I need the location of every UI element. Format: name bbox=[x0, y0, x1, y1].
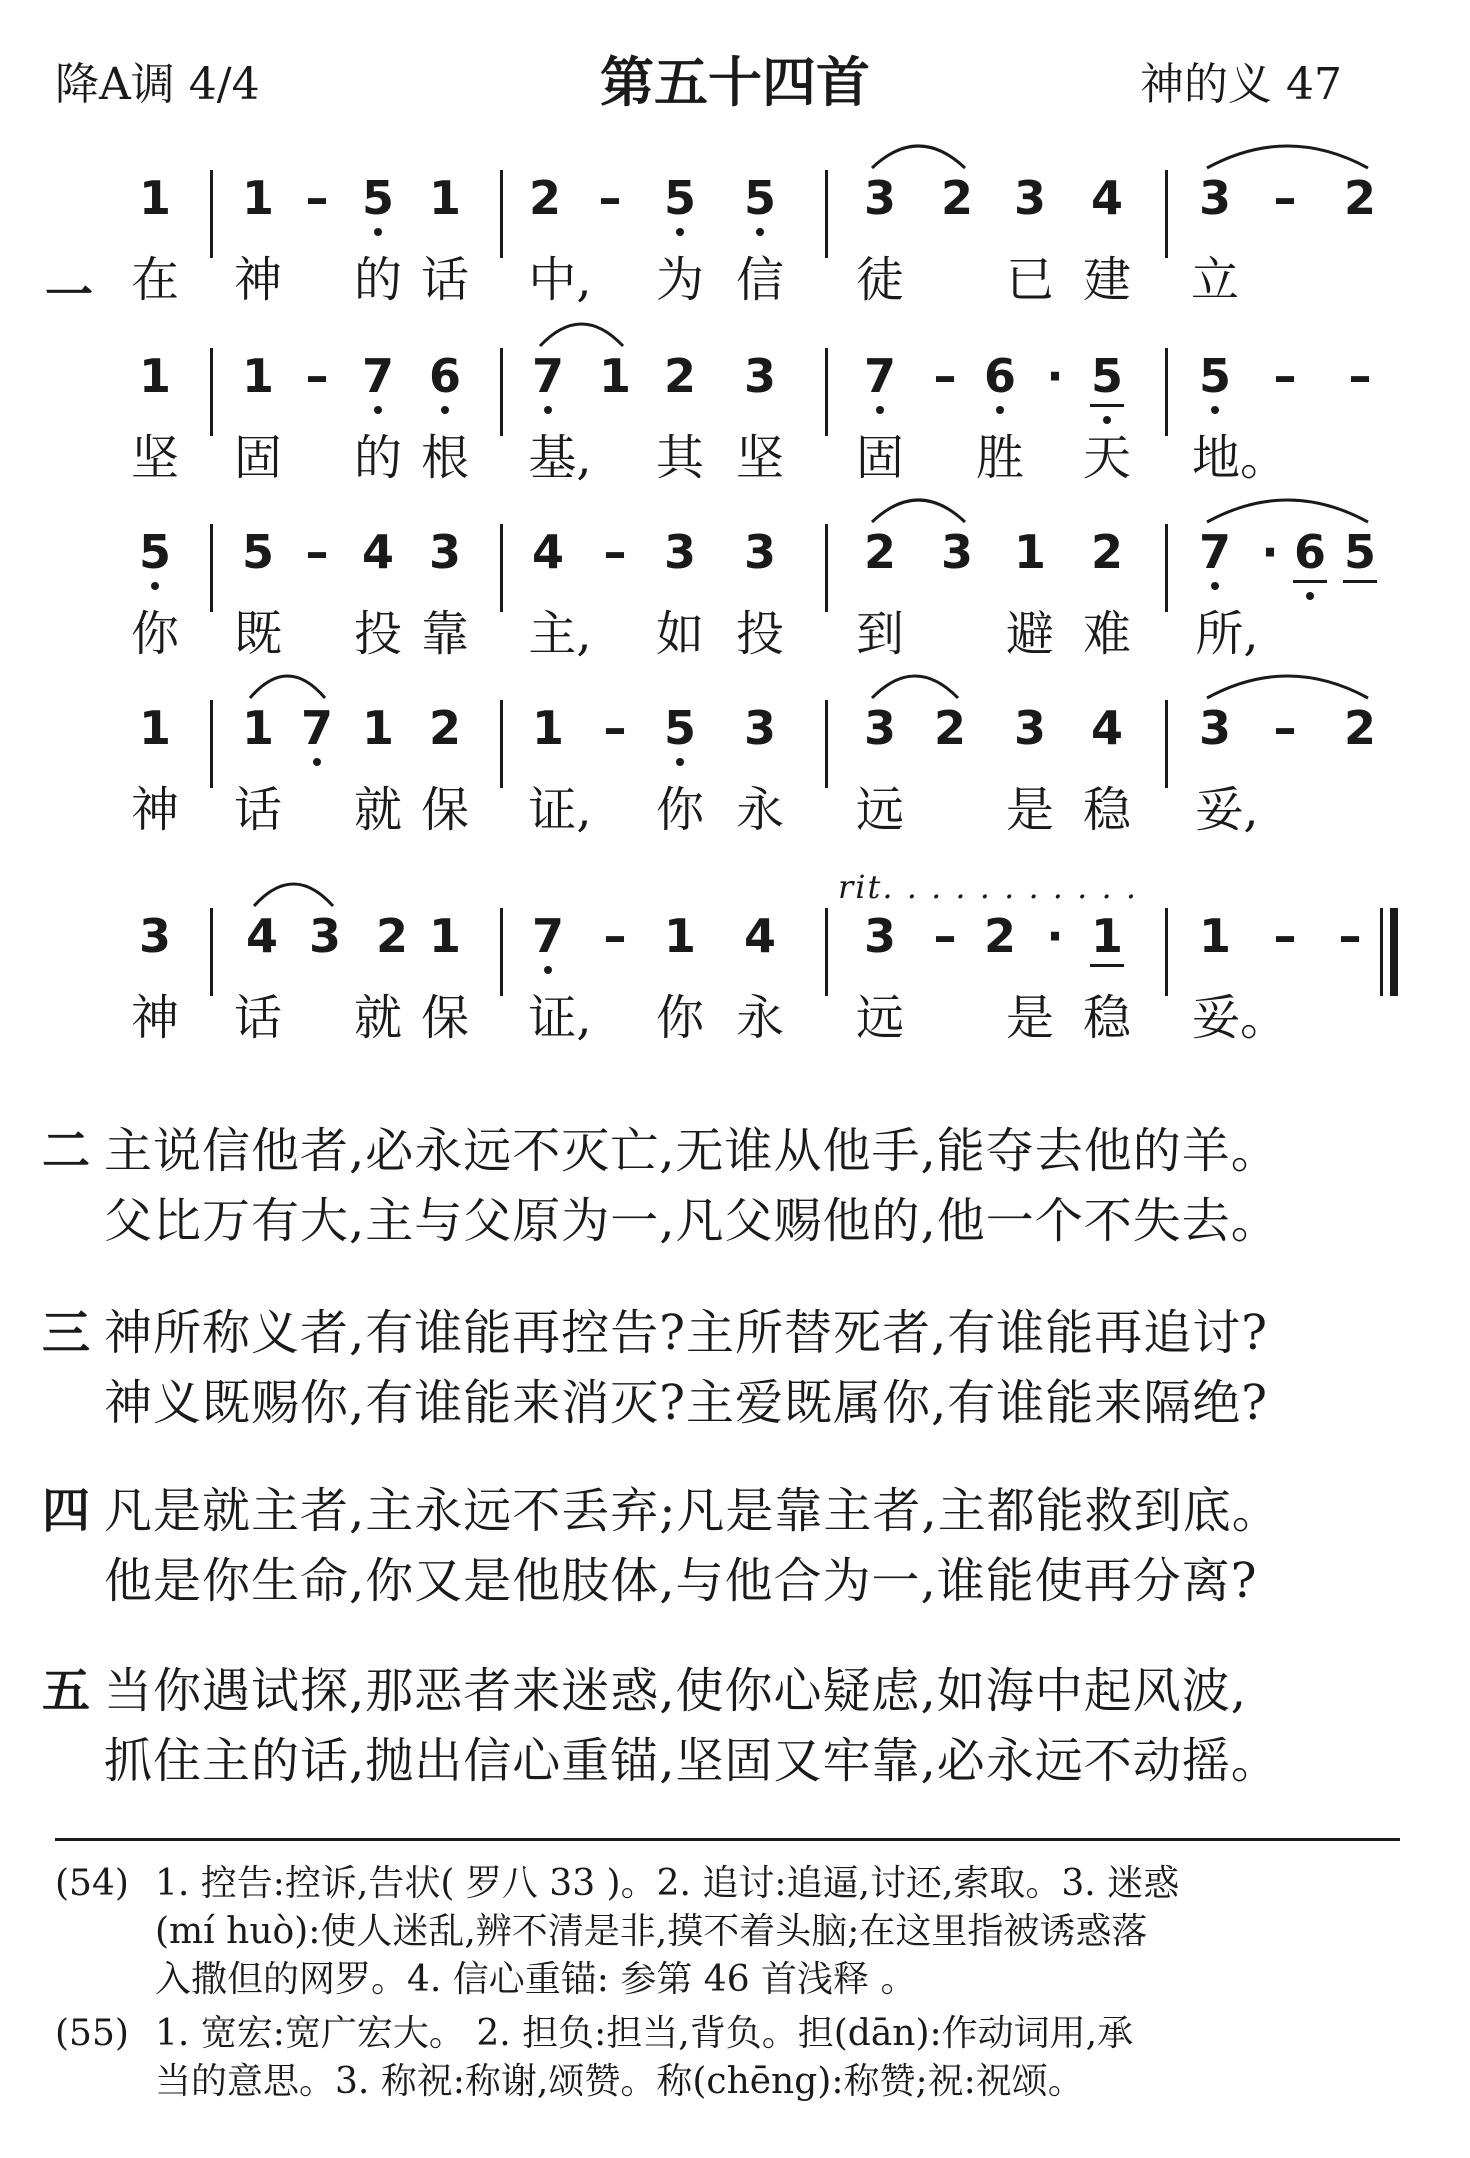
dash-note: – bbox=[1273, 171, 1297, 225]
lyric-syllable: 的 bbox=[353, 252, 402, 308]
verse-number: 一 bbox=[45, 267, 94, 323]
bar-line bbox=[210, 170, 213, 258]
note: 6 bbox=[983, 349, 1016, 403]
lyric-syllable: 所, bbox=[1195, 606, 1259, 662]
note: 4 bbox=[531, 525, 564, 579]
lyric-syllable: 在 bbox=[130, 252, 179, 308]
dash-note: – bbox=[1273, 349, 1297, 403]
note: 1 bbox=[428, 909, 461, 963]
stanza bbox=[42, 1300, 1452, 1440]
slur bbox=[872, 494, 965, 524]
footnote-divider bbox=[55, 1838, 1400, 1841]
lyric-syllable: 神 bbox=[130, 990, 179, 1046]
note: 7 bbox=[1198, 525, 1231, 579]
footnote-line: 1. 控告:控诉,告状( 罗八 33 )。2. 追讨:追逼,讨还,索取。3. 迷惑 bbox=[155, 1863, 1180, 1904]
stanza-line: 当你遇试探,那恶者来迷惑,使你心疑虑,如海中起风波, bbox=[104, 1663, 1248, 1719]
bar-line bbox=[1165, 170, 1168, 258]
slur bbox=[540, 318, 623, 348]
note: 2 bbox=[1090, 525, 1123, 579]
bar-line bbox=[1165, 908, 1168, 996]
slur bbox=[872, 140, 965, 170]
lyric-syllable: 坚 bbox=[735, 430, 784, 486]
lyric-syllable: 如 bbox=[655, 606, 704, 662]
stanza-line: 他是你生命,你又是他肢体,与他合为一,谁能使再分离? bbox=[104, 1553, 1258, 1609]
dash-note: – bbox=[305, 525, 329, 579]
note: 3 bbox=[138, 909, 171, 963]
stanza-line: 凡是就主者,主永远不丢弃;凡是靠主者,主都能救到底。 bbox=[104, 1483, 1281, 1539]
dash-note: – bbox=[603, 701, 627, 755]
bar-line bbox=[500, 700, 503, 788]
note: 7 bbox=[863, 349, 896, 403]
note: 2 bbox=[863, 525, 896, 579]
note: 1 bbox=[663, 909, 696, 963]
slur bbox=[872, 670, 958, 700]
lyric-syllable: 永 bbox=[735, 782, 784, 838]
lower-octave-dot bbox=[756, 228, 764, 236]
note: 4 bbox=[743, 909, 776, 963]
lyric-syllable: 保 bbox=[420, 782, 469, 838]
note: 5 bbox=[1343, 525, 1376, 579]
note: 1 bbox=[531, 701, 564, 755]
bar-line bbox=[825, 908, 828, 996]
note: 1 bbox=[1013, 525, 1046, 579]
lyric-syllable: 就 bbox=[353, 990, 402, 1046]
lyric-syllable: 神 bbox=[130, 782, 179, 838]
note: 3 bbox=[1198, 701, 1231, 755]
note: 5 bbox=[241, 525, 274, 579]
footnote bbox=[55, 2010, 1415, 2106]
lyric-syllable: 根 bbox=[420, 430, 469, 486]
lyric-syllable: 避 bbox=[1005, 606, 1054, 662]
lyric-syllable: 话 bbox=[233, 990, 282, 1046]
note: 5 bbox=[361, 171, 394, 225]
dash-note: – bbox=[305, 349, 329, 403]
lyric-syllable: 就 bbox=[353, 782, 402, 838]
dash-note: – bbox=[603, 909, 627, 963]
note: 1 bbox=[138, 349, 171, 403]
bar-line bbox=[825, 170, 828, 258]
lyric-syllable: 胜 bbox=[975, 430, 1024, 486]
final-bar-thick bbox=[1390, 908, 1398, 996]
lower-octave-dot bbox=[1306, 592, 1314, 600]
note: 3 bbox=[1013, 171, 1046, 225]
slur bbox=[1207, 494, 1368, 524]
bar-line bbox=[825, 348, 828, 436]
note: 3 bbox=[663, 525, 696, 579]
bar-line bbox=[500, 348, 503, 436]
note: 6 bbox=[1293, 525, 1326, 579]
dash-note: – bbox=[305, 171, 329, 225]
lyric-syllable: 其 bbox=[655, 430, 704, 486]
bar-line bbox=[825, 524, 828, 612]
eighth-underline bbox=[1090, 964, 1124, 967]
dash-note: – bbox=[603, 525, 627, 579]
note: 1 bbox=[241, 701, 274, 755]
note: 1 bbox=[428, 171, 461, 225]
bar-line bbox=[825, 700, 828, 788]
lower-octave-dot bbox=[151, 582, 159, 590]
lyric-syllable: 你 bbox=[655, 782, 704, 838]
note: 6 bbox=[428, 349, 461, 403]
lower-octave-dot bbox=[544, 406, 552, 414]
note: 3 bbox=[428, 525, 461, 579]
dot-note: · bbox=[1261, 525, 1279, 579]
note: 5 bbox=[138, 525, 171, 579]
lyric-syllable: 坚 bbox=[130, 430, 179, 486]
stanza bbox=[42, 1478, 1452, 1618]
lower-octave-dot bbox=[441, 406, 449, 414]
lyric-syllable: 靠 bbox=[420, 606, 469, 662]
note: 2 bbox=[375, 909, 408, 963]
bar-line bbox=[210, 700, 213, 788]
footnote-number: (54) bbox=[55, 1863, 129, 1904]
key-signature: 降A调 4/4 bbox=[55, 59, 260, 110]
lyric-syllable: 妥, bbox=[1195, 782, 1259, 838]
lower-octave-dot bbox=[544, 966, 552, 974]
lower-octave-dot bbox=[996, 406, 1004, 414]
note: 2 bbox=[983, 909, 1016, 963]
lyric-syllable: 永 bbox=[735, 990, 784, 1046]
lyric-syllable: 话 bbox=[233, 782, 282, 838]
lyric-syllable: 到 bbox=[855, 606, 904, 662]
note: 3 bbox=[863, 701, 896, 755]
stanza-number: 五 bbox=[42, 1663, 91, 1719]
note: 3 bbox=[1198, 171, 1231, 225]
lower-octave-dot bbox=[1103, 416, 1111, 424]
note: 1 bbox=[138, 171, 171, 225]
lyric-syllable: 立 bbox=[1190, 252, 1239, 308]
note: 1 bbox=[241, 349, 274, 403]
dash-note: – bbox=[1273, 909, 1297, 963]
lyric-syllable: 保 bbox=[420, 990, 469, 1046]
lower-octave-dot bbox=[1211, 582, 1219, 590]
bar-line bbox=[500, 908, 503, 996]
footnote-line: 入撒但的网罗。4. 信心重锚: 参第 46 首浅释 。 bbox=[155, 1959, 917, 2000]
note: 4 bbox=[1090, 171, 1123, 225]
dash-note: – bbox=[1273, 701, 1297, 755]
note: 4 bbox=[245, 909, 278, 963]
lyric-syllable: 你 bbox=[130, 606, 179, 662]
note: 5 bbox=[663, 701, 696, 755]
lyric-syllable: 稳 bbox=[1082, 782, 1131, 838]
lyric-syllable: 固 bbox=[855, 430, 904, 486]
note: 1 bbox=[1090, 909, 1123, 963]
lyric-syllable: 固 bbox=[233, 430, 282, 486]
lyric-syllable: 为 bbox=[655, 252, 704, 308]
note: 1 bbox=[138, 701, 171, 755]
note: 2 bbox=[940, 171, 973, 225]
lyric-syllable: 主, bbox=[528, 606, 592, 662]
note: 2 bbox=[1343, 171, 1376, 225]
note: 5 bbox=[743, 171, 776, 225]
lyric-syllable: 是 bbox=[1005, 782, 1054, 838]
lyric-syllable: 既 bbox=[233, 606, 282, 662]
dot-note: · bbox=[1046, 909, 1064, 963]
lyric-syllable: 中, bbox=[528, 252, 592, 308]
lyric-syllable: 话 bbox=[420, 252, 469, 308]
footnote-line: 当的意思。3. 称祝:称谢,颂赞。称(chēng):称赞;祝:祝颂。 bbox=[155, 2061, 1084, 2102]
note: 1 bbox=[241, 171, 274, 225]
note: 3 bbox=[863, 171, 896, 225]
dash-note: – bbox=[1338, 909, 1362, 963]
lyric-syllable: 远 bbox=[855, 990, 904, 1046]
stanza-line: 主说信他者,必永远不灭亡,无谁从他手,能夺去他的羊。 bbox=[104, 1123, 1280, 1179]
lyric-syllable: 的 bbox=[353, 430, 402, 486]
note: 3 bbox=[1013, 701, 1046, 755]
dash-note: – bbox=[933, 349, 957, 403]
lyric-syllable: 建 bbox=[1082, 252, 1131, 308]
lower-octave-dot bbox=[676, 228, 684, 236]
lyric-syllable: 天 bbox=[1082, 430, 1131, 486]
note: 5 bbox=[1090, 349, 1123, 403]
stanza-number: 四 bbox=[42, 1483, 91, 1539]
hymn-title: 第五十四首 bbox=[600, 51, 870, 114]
note: 7 bbox=[531, 909, 564, 963]
lyric-syllable: 徒 bbox=[855, 252, 904, 308]
lyric-syllable: 稳 bbox=[1082, 990, 1131, 1046]
note: 7 bbox=[531, 349, 564, 403]
note: 7 bbox=[361, 349, 394, 403]
eighth-underline bbox=[1293, 580, 1327, 583]
lyric-syllable: 投 bbox=[735, 606, 784, 662]
meter-reference: 神的义 47 bbox=[1140, 59, 1342, 110]
eighth-underline bbox=[1090, 404, 1124, 407]
stanza-line: 神所称义者,有谁能再控告?主所替死者,有谁能再追讨? bbox=[104, 1305, 1268, 1361]
stanza-number: 三 bbox=[42, 1305, 91, 1361]
eighth-underline bbox=[1343, 580, 1377, 583]
slur bbox=[1207, 670, 1368, 700]
lyric-syllable: 投 bbox=[353, 606, 402, 662]
note: 4 bbox=[1090, 701, 1123, 755]
slur bbox=[250, 670, 325, 700]
note: 2 bbox=[1343, 701, 1376, 755]
lower-octave-dot bbox=[374, 406, 382, 414]
stanza-line: 抓住主的话,抛出信心重锚,坚固又牢靠,必永远不动摇。 bbox=[104, 1733, 1280, 1789]
dash-note: – bbox=[1348, 349, 1372, 403]
lyric-syllable: 基, bbox=[528, 430, 592, 486]
bar-line bbox=[500, 524, 503, 612]
note: 4 bbox=[361, 525, 394, 579]
note: 2 bbox=[933, 701, 966, 755]
lyric-syllable: 妥。 bbox=[1192, 990, 1289, 1046]
dot-note: · bbox=[1046, 349, 1064, 403]
note: 1 bbox=[1198, 909, 1231, 963]
note: 2 bbox=[528, 171, 561, 225]
stanza-number: 二 bbox=[42, 1123, 91, 1179]
final-bar-thin bbox=[1380, 908, 1383, 996]
bar-line bbox=[210, 908, 213, 996]
note: 3 bbox=[863, 909, 896, 963]
dash-note: – bbox=[598, 171, 622, 225]
bar-line bbox=[1165, 348, 1168, 436]
bar-line bbox=[210, 348, 213, 436]
note: 7 bbox=[300, 701, 333, 755]
lyric-syllable: 已 bbox=[1005, 252, 1054, 308]
ritardando-marking: rit. . . . . . . . . . . bbox=[838, 868, 1138, 906]
note: 3 bbox=[940, 525, 973, 579]
lyric-syllable: 信 bbox=[735, 252, 784, 308]
lyric-syllable: 难 bbox=[1082, 606, 1131, 662]
footnote bbox=[55, 1860, 1415, 2004]
bar-line bbox=[210, 524, 213, 612]
footnote-number: (55) bbox=[55, 2013, 129, 2054]
slur bbox=[1207, 140, 1368, 170]
note: 3 bbox=[743, 349, 776, 403]
note: 3 bbox=[743, 525, 776, 579]
dash-note: – bbox=[933, 909, 957, 963]
lyric-syllable: 证, bbox=[528, 990, 592, 1046]
lyric-syllable: 远 bbox=[855, 782, 904, 838]
footnote-line: 1. 宽宏:宽广宏大。 2. 担负:担当,背负。担(dān):作动词用,承 bbox=[155, 2013, 1134, 2054]
lower-octave-dot bbox=[676, 758, 684, 766]
lyric-syllable: 证, bbox=[528, 782, 592, 838]
note: 5 bbox=[663, 171, 696, 225]
lower-octave-dot bbox=[374, 228, 382, 236]
note: 2 bbox=[428, 701, 461, 755]
stanza bbox=[42, 1118, 1452, 1258]
note: 5 bbox=[1198, 349, 1231, 403]
stanza-line: 父比万有大,主与父原为一,凡父赐他的,他一个不失去。 bbox=[104, 1193, 1280, 1249]
footnote-line: (mí huò):使人迷乱,辨不清是非,摸不着头脑;在这里指被诱惑落 bbox=[155, 1911, 1148, 1952]
lower-octave-dot bbox=[1211, 406, 1219, 414]
stanza bbox=[42, 1658, 1452, 1798]
note: 3 bbox=[308, 909, 341, 963]
lyric-syllable: 你 bbox=[655, 990, 704, 1046]
note: 1 bbox=[598, 349, 631, 403]
stanza-line: 神义既赐你,有谁能来消灭?主爱既属你,有谁能来隔绝? bbox=[104, 1375, 1268, 1431]
note: 1 bbox=[361, 701, 394, 755]
lyric-syllable: 神 bbox=[233, 252, 282, 308]
note: 2 bbox=[663, 349, 696, 403]
lyric-syllable: 地。 bbox=[1192, 430, 1289, 486]
bar-line bbox=[1165, 700, 1168, 788]
lower-octave-dot bbox=[876, 406, 884, 414]
bar-line bbox=[500, 170, 503, 258]
bar-line bbox=[1165, 524, 1168, 612]
slur bbox=[254, 878, 333, 908]
lyric-syllable: 是 bbox=[1005, 990, 1054, 1046]
note: 3 bbox=[743, 701, 776, 755]
lower-octave-dot bbox=[313, 758, 321, 766]
